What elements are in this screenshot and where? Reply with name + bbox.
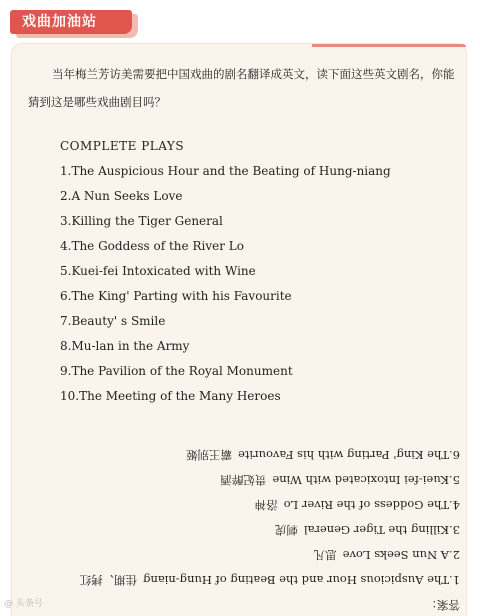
watermark: @ 头条号 <box>4 599 43 609</box>
play-item: 4.The Goddess of the River Lo <box>60 239 244 253</box>
answer-item <box>60 542 460 567</box>
answer-english: 6.The King' Parting with his Favourite <box>238 448 460 462</box>
answer-chinese: 佳期、拷红 <box>79 573 138 587</box>
play-item: 7.Beauty' s Smile <box>60 314 166 328</box>
answer-item <box>60 492 460 517</box>
play-item: 2.A Nun Seeks Love <box>60 189 183 203</box>
play-item: 6.The King' Parting with his Favourite <box>60 289 292 303</box>
answer-english: 2.A Nun Seeks Love <box>342 548 460 562</box>
play-item: 8.Mu-lan in the Army <box>60 339 190 353</box>
play-item: 3.Killing the Tiger General <box>60 214 223 228</box>
plays-heading: COMPLETE PLAYS <box>60 139 185 153</box>
answer-english: 3.Killing the Tiger General <box>303 523 460 537</box>
upside-down-answers <box>60 442 460 616</box>
content-card <box>12 44 466 616</box>
play-item: 5.Kuei-fei Intoxicated with Wine <box>60 264 256 278</box>
answer-english: 1.The Auspicious Hour and the Beating of Hung-niang <box>143 573 460 587</box>
intro-paragraph: 当年梅兰芳访美需要把中国戏曲的剧名翻译成英文，读下面这些英文剧名，你能猜到这是哪些戏曲剧目吗？ <box>28 67 455 109</box>
answer-english: 4.The Goddess of the River Lo <box>283 498 460 512</box>
section-tag-label: 戏曲加油站 <box>22 14 97 30</box>
section-tag <box>10 10 130 36</box>
answer-chinese: 思凡 <box>313 548 337 562</box>
answer-item <box>60 517 460 542</box>
play-item: 9.The Pavilion of the Royal Monument <box>60 364 293 378</box>
play-item: 10.The Meeting of the Many Heroes <box>60 389 281 403</box>
play-item: 1.The Auspicious Hour and the Beating of Hung-niang <box>60 164 391 178</box>
plays-list <box>60 134 391 409</box>
card-accent <box>312 44 466 47</box>
answer-chinese: 霸王别姬 <box>186 448 232 462</box>
answer-chinese: 贵妃醉酒 <box>220 473 267 487</box>
answer-item <box>60 567 460 592</box>
answer-english: 5.Kuei-fei Intoxicated with Wine <box>272 473 460 487</box>
answers-label: 答案： <box>425 598 460 612</box>
answer-item <box>60 467 460 492</box>
answer-chinese: 洛神 <box>254 498 278 512</box>
answer-chinese: 刺虎 <box>274 523 298 537</box>
answer-item <box>60 442 460 467</box>
